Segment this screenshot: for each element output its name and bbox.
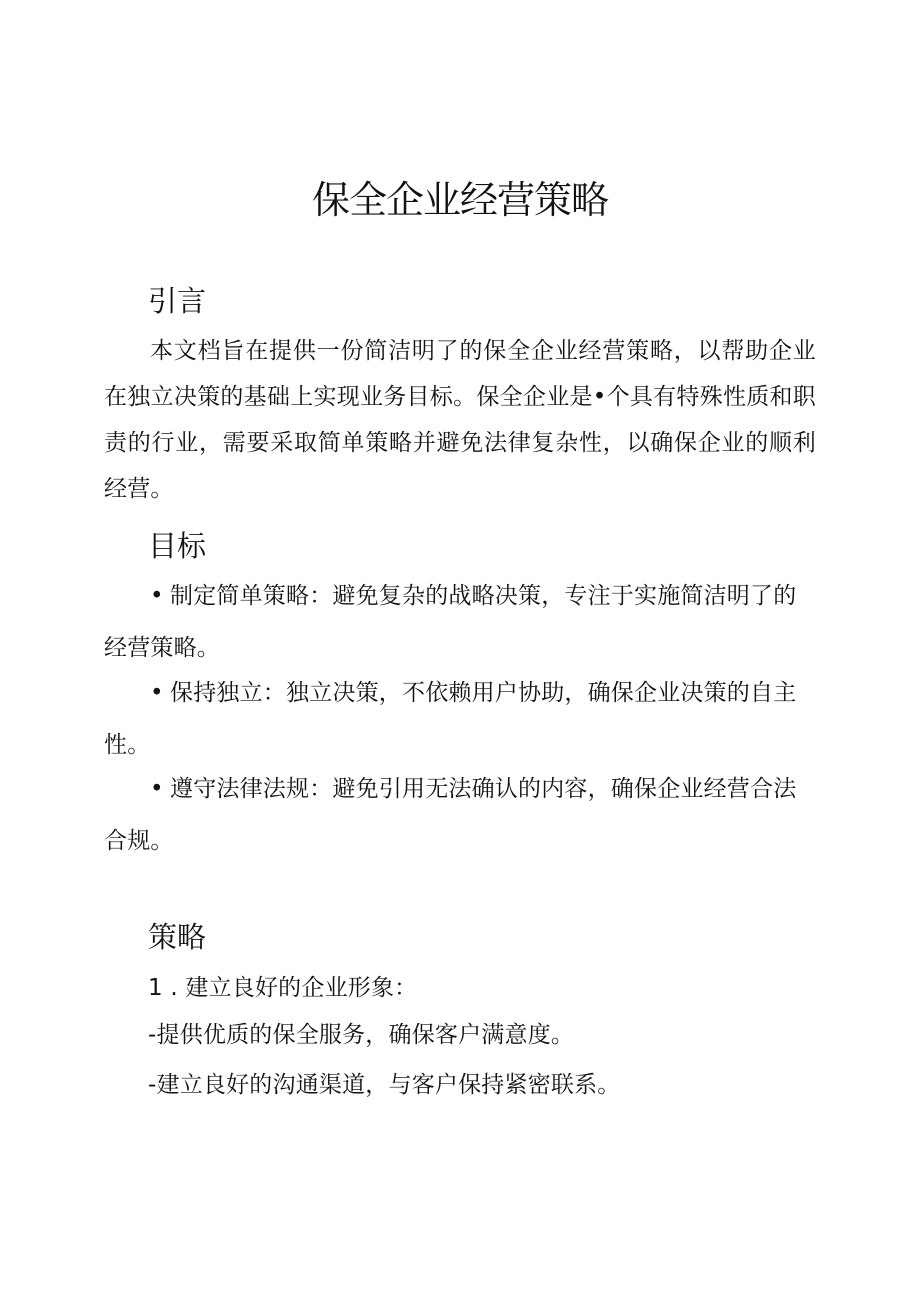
- strategy-line: -提供优质的保全服务，确保客户满意度。: [148, 1022, 575, 1048]
- bullet-marker: •: [150, 680, 164, 706]
- strategy-line: -建立良好的沟通渠道，与客户保持紧密联系。: [148, 1072, 621, 1098]
- goal-item: [104, 763, 804, 867]
- bullet-marker: •: [150, 583, 164, 609]
- section-heading-strategy: 策略: [148, 920, 207, 954]
- introduction-paragraph: 本文档旨在提供一份简洁明了的保全企业经营策略，以帮助企业在独立决策的基础上实现业务目标。保全企业是•个具有特殊性质和职责的行业，需要采取简单策略并避免法律复杂性，以确保企业的顺利经营。: [104, 338, 816, 502]
- goal-text: 制定简单策略：避免复杂的战略决策，专注于实施简洁明了的经营策略。: [104, 583, 797, 661]
- strategy-line: 1 . 建立良好的企业形象：: [148, 975, 418, 1001]
- goal-text: 保持独立：独立决策，不依赖用户协助，确保企业决策的自主性。: [104, 680, 797, 758]
- document-title: 保全企业经营策略: [311, 178, 608, 222]
- goal-text: 遵守法律法规：避免引用无法确认的内容，确保企业经营合法合规。: [104, 776, 797, 854]
- goal-item: [104, 667, 804, 771]
- section-heading-goals: 目标: [148, 529, 207, 563]
- section-heading-introduction: 引言: [148, 284, 207, 318]
- goal-item: [104, 570, 804, 674]
- bullet-marker: •: [150, 776, 164, 802]
